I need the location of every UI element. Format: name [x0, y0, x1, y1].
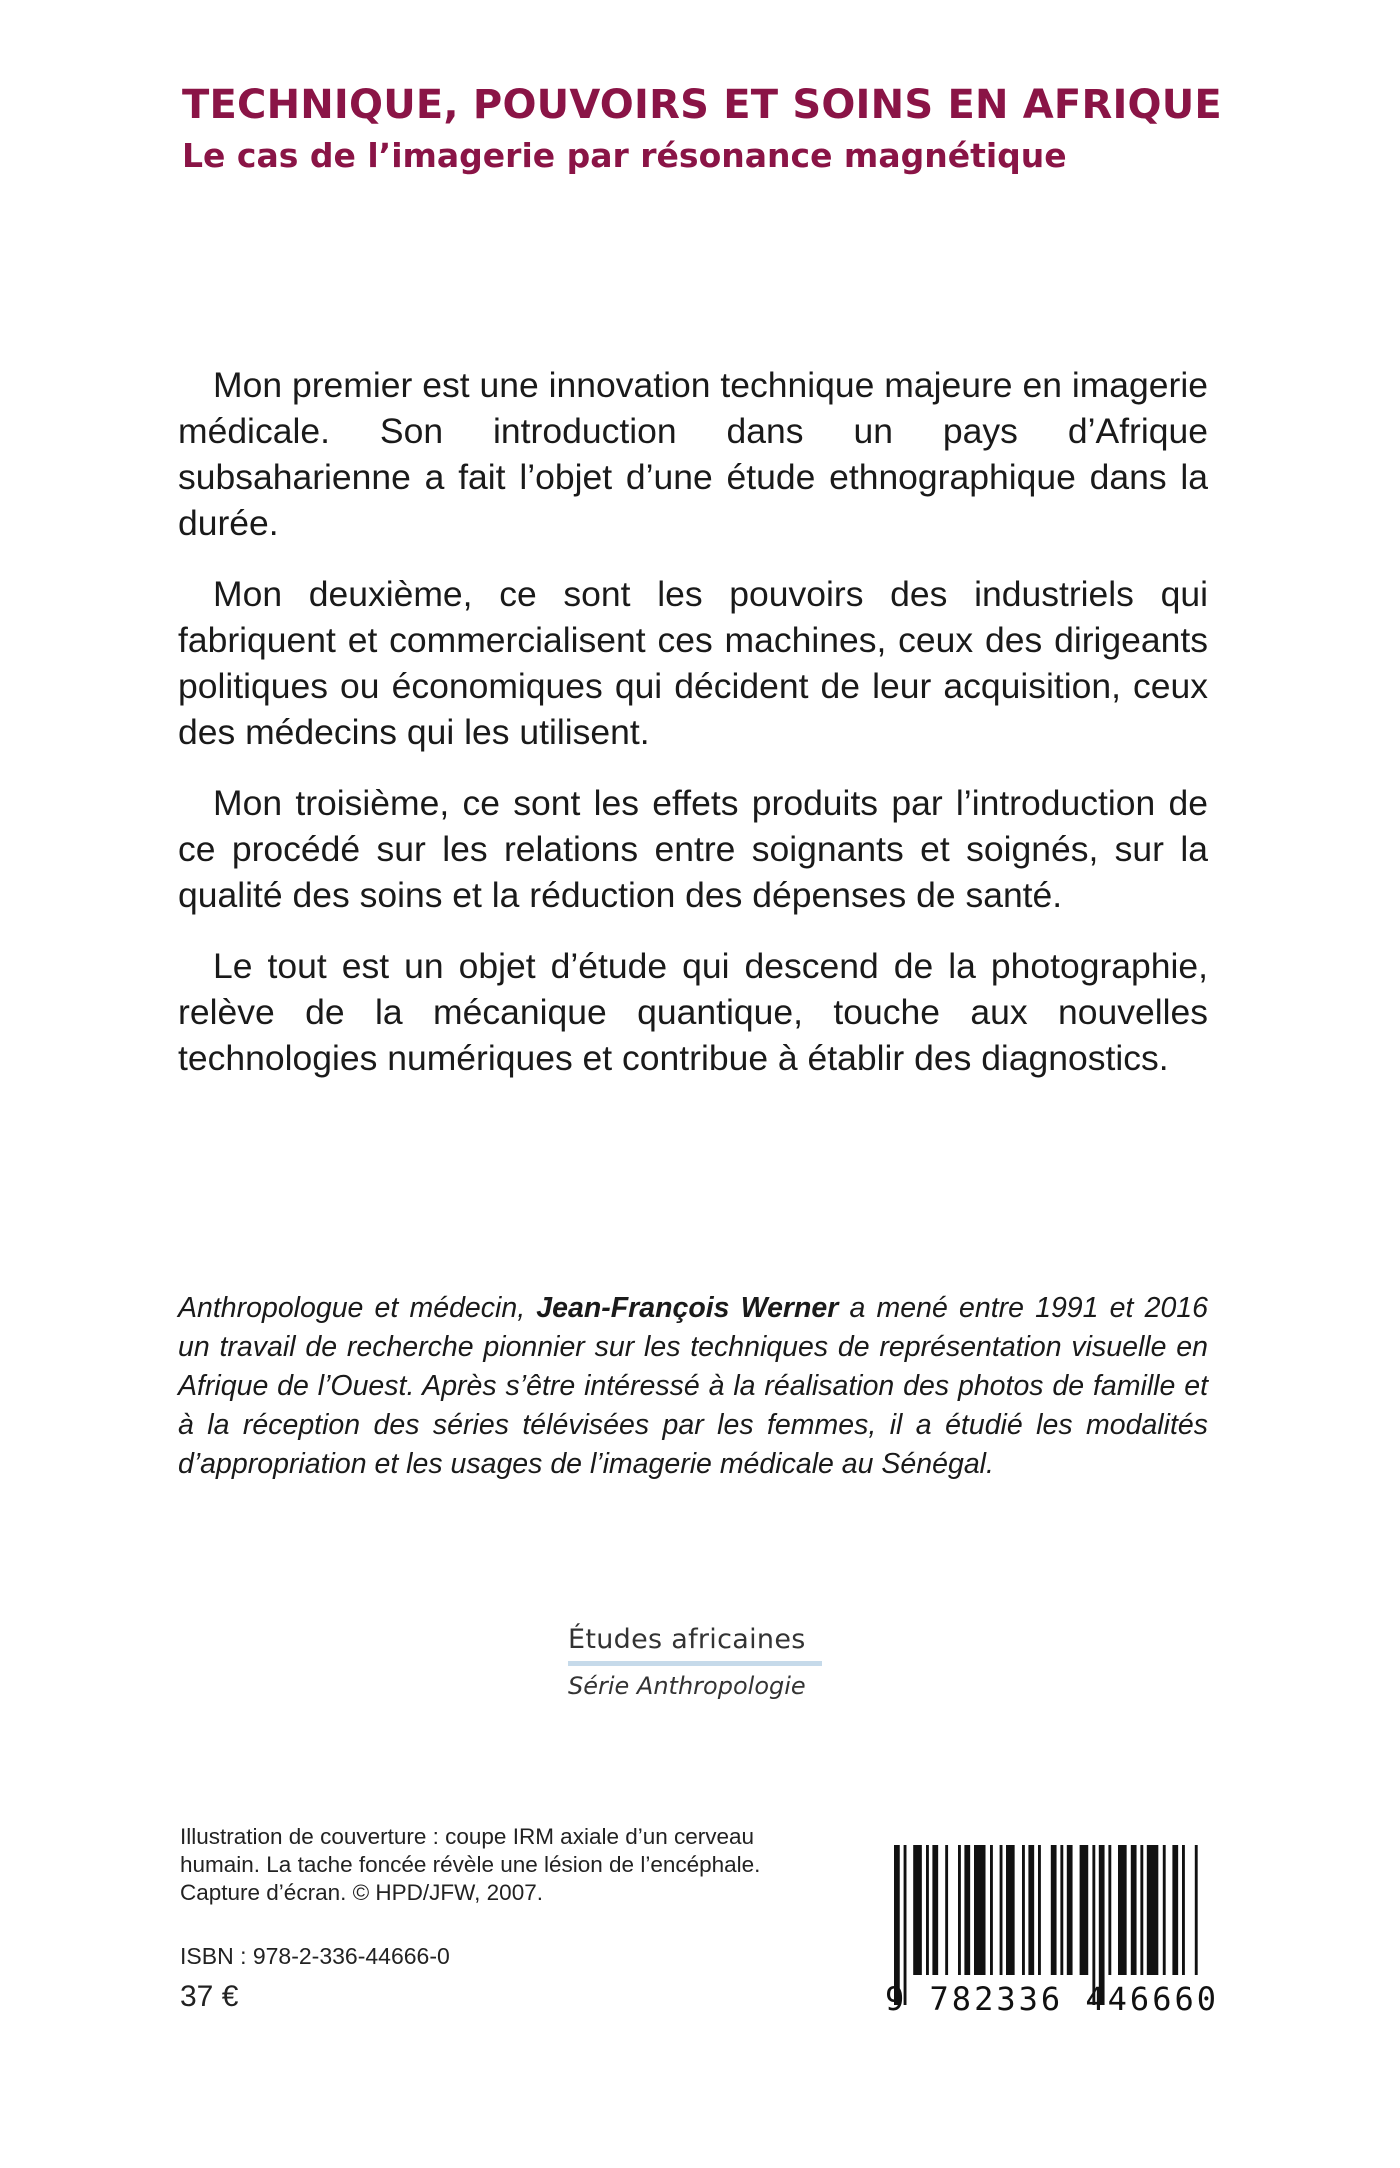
- barcode-bar: [932, 1845, 938, 1975]
- barcode-bar: [1163, 1845, 1166, 1975]
- barcode-bar: [1028, 1845, 1034, 1975]
- barcode-bar: [1038, 1845, 1041, 1975]
- barcode-bar: [1118, 1845, 1127, 1975]
- barcode-bar: [926, 1845, 929, 1975]
- bio-text: a mené entre 1991 et 2016 un travail de recherche pionnier sur les techniques de représentation visuelle en Afrique de l’Ouest. Après s’être intéressé à la réalisation des photos de famille et à la réception des séries télévisées par les femmes, il a étudié les modalités d’appropriation et les usages de l’imagerie médicale au Sénégal.: [178, 1292, 1208, 1480]
- barcode-bar: [1131, 1845, 1137, 1975]
- barcode-bar: [1182, 1845, 1185, 1975]
- barcode-bar: [1051, 1845, 1057, 1975]
- cover-credit: Illustration de couverture : coupe IRM axiale d’un cerveau humain. La tache foncée révèle une lésion de l’encéphale. Capture d’écran. © HPD/JFW, 2007.: [180, 1824, 761, 1905]
- book-title: TECHNIQUE, POUVOIRS ET SOINS EN AFRIQUE: [182, 82, 1222, 128]
- barcode-bar: [1000, 1845, 1003, 1975]
- barcode-bar: [1172, 1845, 1178, 1975]
- book-subtitle: Le cas de l’imagerie par résonance magnétique: [182, 136, 1067, 175]
- barcode-bar: [1108, 1845, 1111, 1975]
- barcode-bar: [1080, 1845, 1089, 1975]
- blurb: [178, 362, 1208, 1106]
- barcode-bar: [958, 1845, 961, 1975]
- series-logo: [568, 1624, 822, 1700]
- series-name: Études africaines: [568, 1624, 806, 1655]
- author-bio: [178, 1289, 1208, 1484]
- barcode-bar: [1195, 1845, 1198, 1975]
- price: 37 €: [180, 1980, 239, 2013]
- blurb-paragraph-4: Le tout est un objet d’étude qui descend de la photographie, relève de la mécanique quantique, touche aux nouvelles technologies numériques et contribue à établir des diagnostics.: [178, 946, 1208, 1078]
- barcode-bar: [945, 1845, 948, 1975]
- blurb-paragraph-2: Mon deuxième, ce sont les pouvoirs des industriels qui fabriquent et commercialisent ces machines, ceux des dirigeants politiques ou économiques qui décident de leur acquisition, ceux des médecins qui les utilisent.: [178, 574, 1208, 752]
- barcode-bar: [964, 1845, 970, 1975]
- barcode-bar: [1006, 1845, 1015, 1975]
- barcode-bar: [913, 1845, 922, 1975]
- author-name: Jean-François Werner: [536, 1292, 839, 1324]
- barcode-bar: [974, 1845, 986, 1975]
- barcode-bar: [1022, 1845, 1025, 1975]
- series-divider: [568, 1661, 822, 1666]
- bio-lead: Anthropologue et médecin,: [178, 1292, 537, 1324]
- blurb-paragraph-3: Mon troisième, ce sont les effets produits par l’introduction de ce procédé sur les relations entre soignants et soignés, sur la qualité des soins et la réduction des dépenses de santé.: [178, 783, 1208, 915]
- series-subtitle: Série Anthropologie: [568, 1672, 806, 1700]
- barcode-digits: 9 782336 446660: [885, 1980, 1219, 2018]
- barcode-bar: [1060, 1845, 1063, 1975]
- barcode-bar: [1067, 1845, 1073, 1975]
- barcode-bar: [990, 1845, 993, 1975]
- barcode-bar: [1140, 1845, 1143, 1975]
- isbn: ISBN : 978-2-336-44666-0: [180, 1943, 450, 1969]
- barcode-bar: [1147, 1845, 1159, 1975]
- blurb-paragraph-1: Mon premier est une innovation technique majeure en imagerie médicale. Son introduction dans un pays d’Afrique subsaharienne a fait l’objet d’une étude ethnographique dans la durée.: [178, 365, 1208, 543]
